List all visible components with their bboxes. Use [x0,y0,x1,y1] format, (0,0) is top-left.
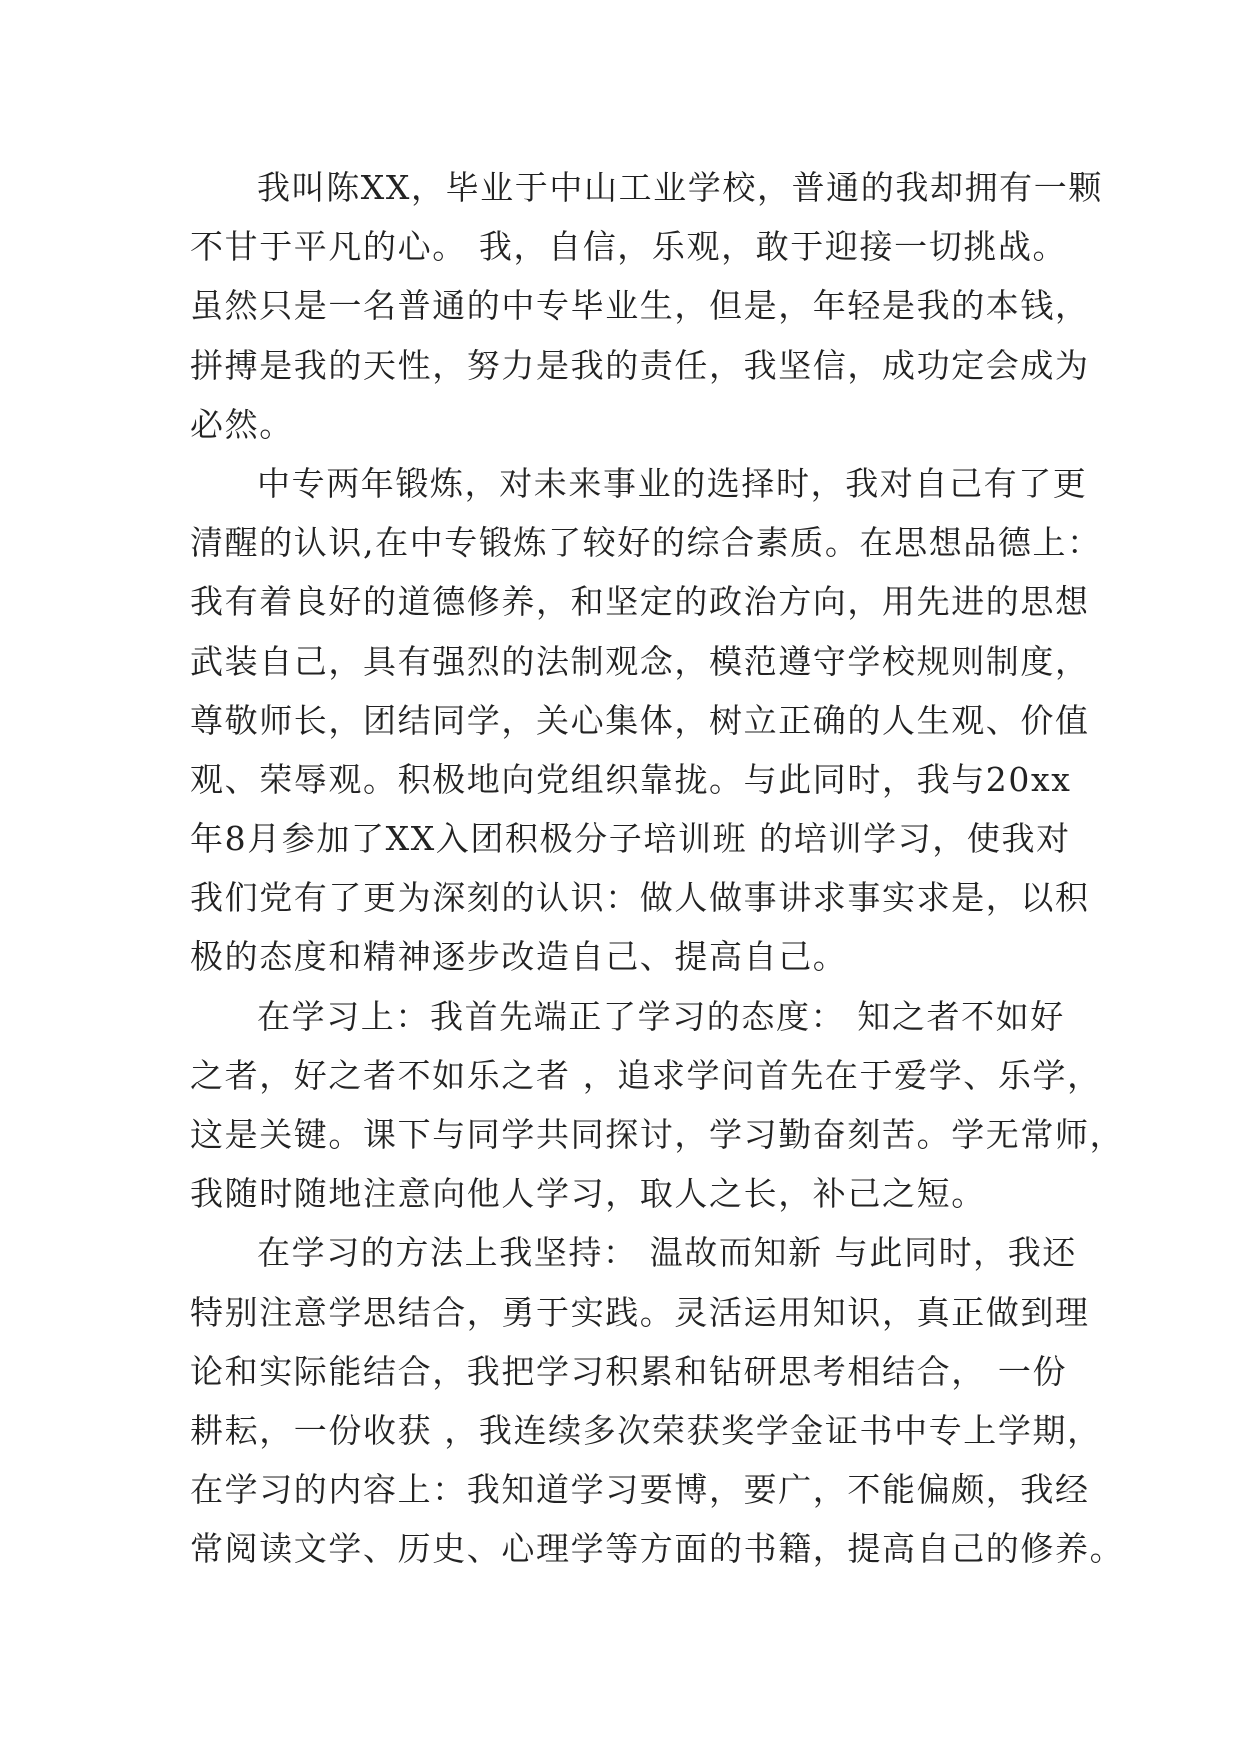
text-line: 在学习上：我首先端正了学习的态度： 知之者不如好 [257,996,1065,1036]
text-line: 我叫陈XX，毕业于中山工业学校，普通的我却拥有一颗 [257,168,1103,207]
text-line: 我有着良好的道德修养，和坚定的政治方向，用先进的思想 [190,582,1090,622]
text-line: 论和实际能结合，我把学习积累和钻研思考相结合， 一份 [190,1351,1068,1391]
text-line: 中专两年锻炼，对未来事业的选择时，我对自己有了更 [257,463,1088,503]
text-line: 这是关键。课下与同学共同探讨，学习勤奋刻苦。学无常师， [190,1115,1125,1154]
text-line: 必然。 [190,404,294,444]
text-line: 常阅读文学、历史、心理学等方面的书籍，提高自己的修养。 [190,1529,1125,1569]
text-line: 观、荣辱观。积极地向党组织靠拢。与此同时，我与20xx [190,759,1072,799]
text-line: 在学习的方法上我坚持： 温故而知新 与此同时，我还 [257,1233,1077,1273]
text-line: 我们党有了更为深刻的认识：做人做事讲求事实求是，以积 [190,878,1090,918]
text-line: 在学习的内容上：我知道学习要博，要广，不能偏颇，我经 [190,1470,1090,1510]
text-line: 极的态度和精神逐步改造自己、提高自己。 [190,937,848,977]
text-line: 年8月参加了XX入团积极分子培训班 的培训学习，使我对 [190,819,1071,859]
text-line: 拼搏是我的天性，努力是我的责任，我坚信，成功定会成为 [190,345,1090,385]
text-line: 清醒的认识,在中专锻炼了较好的综合素质。在思想品德上： [190,523,1102,563]
text-line: 我随时随地注意向他人学习，取人之长，补己之短。 [190,1174,986,1214]
text-line: 特别注意学思结合，勇于实践。灵活运用知识，真正做到理 [190,1292,1090,1332]
text-line: 之者，好之者不如乐之者 ，追求学问首先在于爱学、乐学， [190,1055,1102,1095]
text-line: 耕耘，一份收获 ，我连续多次荣获奖学金证书中专上学期， [190,1410,1102,1450]
text-line: 不甘于平凡的心。 我，自信，乐观，敢于迎接一切挑战。 [190,227,1068,267]
text-line: 尊敬师长，团结同学，关心集体，树立正确的人生观、价值 [190,700,1090,740]
text-line: 武装自己，具有强烈的法制观念，模范遵守学校规则制度， [190,641,1090,681]
text-line: 虽然只是一名普通的中专毕业生，但是，年轻是我的本钱， [190,286,1090,326]
body-text [190,158,1125,1579]
